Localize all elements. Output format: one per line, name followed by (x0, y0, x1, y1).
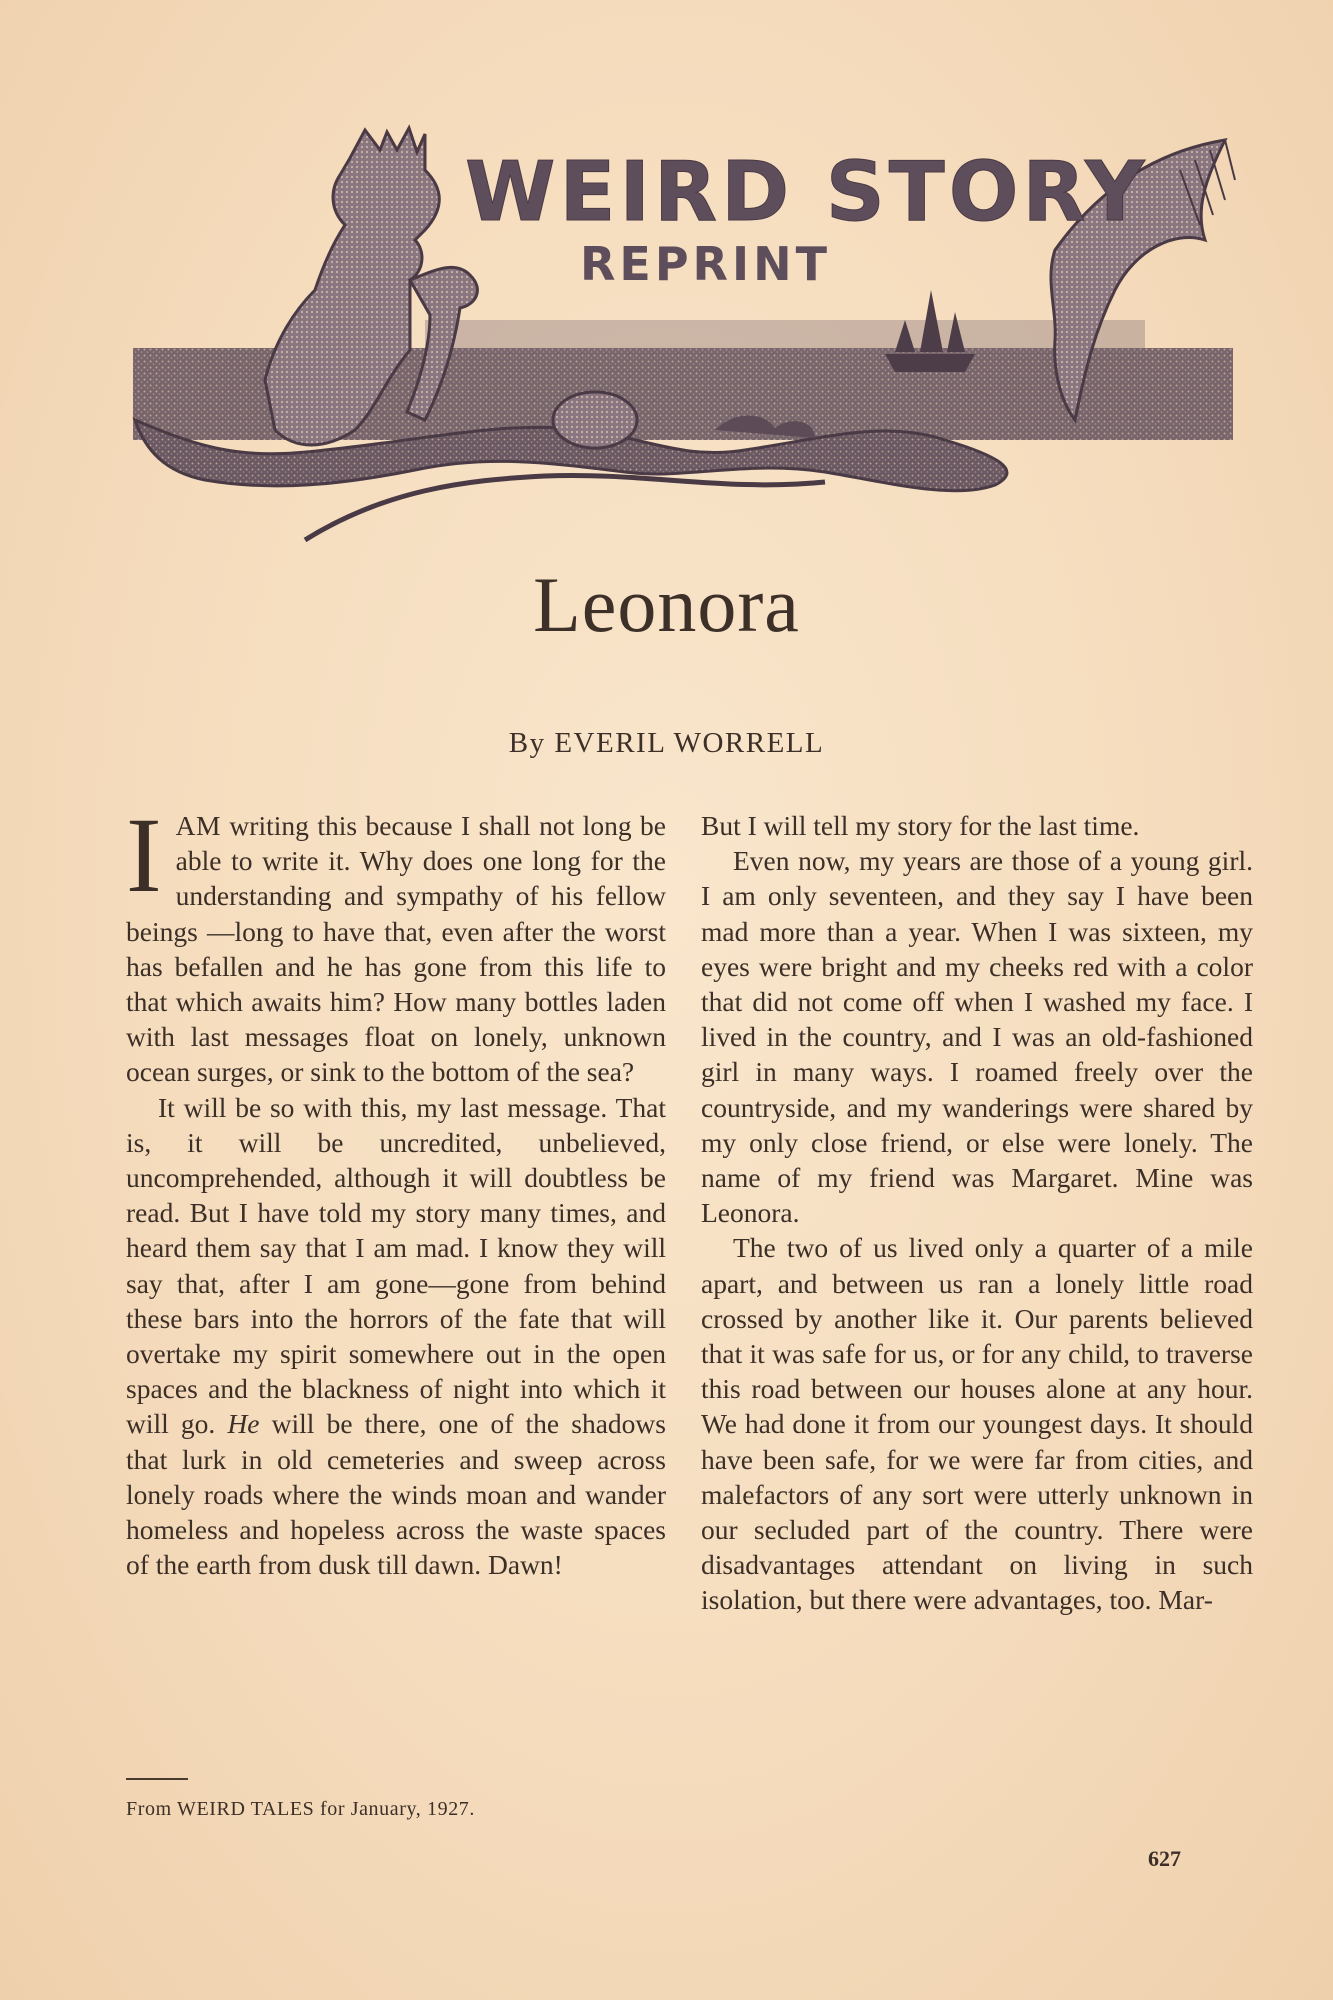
paragraph-text: will be there, one of the shadows that lurk in old cemeteries and sweep across lonely roads where the winds moan and wander homeless and hopeless across the waste spaces of the earth from dusk till dawn. Dawn! (126, 1408, 666, 1581)
footnote-rule (126, 1778, 188, 1780)
banner-illustration (125, 120, 1245, 550)
drop-cap: I (126, 797, 162, 915)
story-title: Leonora (533, 561, 800, 648)
first-word: AM (175, 810, 221, 841)
paragraph: But I will tell my story for the last time. (701, 810, 1140, 841)
weird-story-reprint-banner (125, 120, 1245, 550)
banner-title: WEIRD STORY (465, 145, 1149, 240)
footnote: From WEIRD TALES for January, 1927. (126, 1798, 475, 1820)
paragraph (126, 797, 666, 1090)
text-column-left (126, 797, 666, 1582)
text-column-right (701, 808, 1253, 1618)
paragraph (126, 1090, 666, 1583)
paragraph-text: writing this because I shall not long be able to write it. Why does one long for the understanding and sympathy of his fellow beings —long to have that, even after the worst has befallen and he has gone from this life to that which awaits him? How many bottles laden with last messages float on lonely, unknown ocean surges, or sink to the bottom of the sea? (126, 810, 666, 1088)
page-number: 627 (1148, 1846, 1181, 1871)
sky-wash (425, 320, 1145, 350)
paragraph: The two of us lived only a quarter of a mile apart, and between us ran a lonely little road crossed by another like it. Our parents believed that it was safe for us, or for any child, to traverse this road between our houses alone at any hour. We had done it from our youngest days. It should have been safe, for we were far from cities, and malefactors of any sort were utterly unknown in our secluded part of the country. There were disadvantages attendant on living in such isolation, but there were advantages, too. Mar- (701, 1232, 1253, 1616)
banner-subtitle: REPRINT (580, 237, 831, 291)
italic-word: He (227, 1408, 260, 1440)
story-byline: By EVERIL WORRELL (508, 727, 825, 759)
shell-ornament (553, 392, 637, 448)
lower-flourish (305, 475, 825, 540)
paragraph: Even now, my years are those of a young girl. I am only seventeen, and they say I have been mad more than a year. When I was sixteen, my eyes were bright and my cheeks red with a color that did not come off when I washed my face. I lived in the country, and I was an old-fashioned girl in many ways. I roamed freely over the countryside, and my wanderings were shared by my only close friend, or else were lonely. The name of my friend was Margaret. Mine was Leonora. (701, 845, 1253, 1229)
paragraph-text: It will be so with this, my last message. That is, it will be uncredited, unbelieved, uncomprehended, although it will doubtless be read. But I have told my story many times, and heard them say that I am mad. I know they will say that, after I am gone—gone from behind these bars into the horrors of the fate that will overtake my spirit somewhere out in the open spaces and the blackness of night into which it will go. (126, 1091, 666, 1440)
